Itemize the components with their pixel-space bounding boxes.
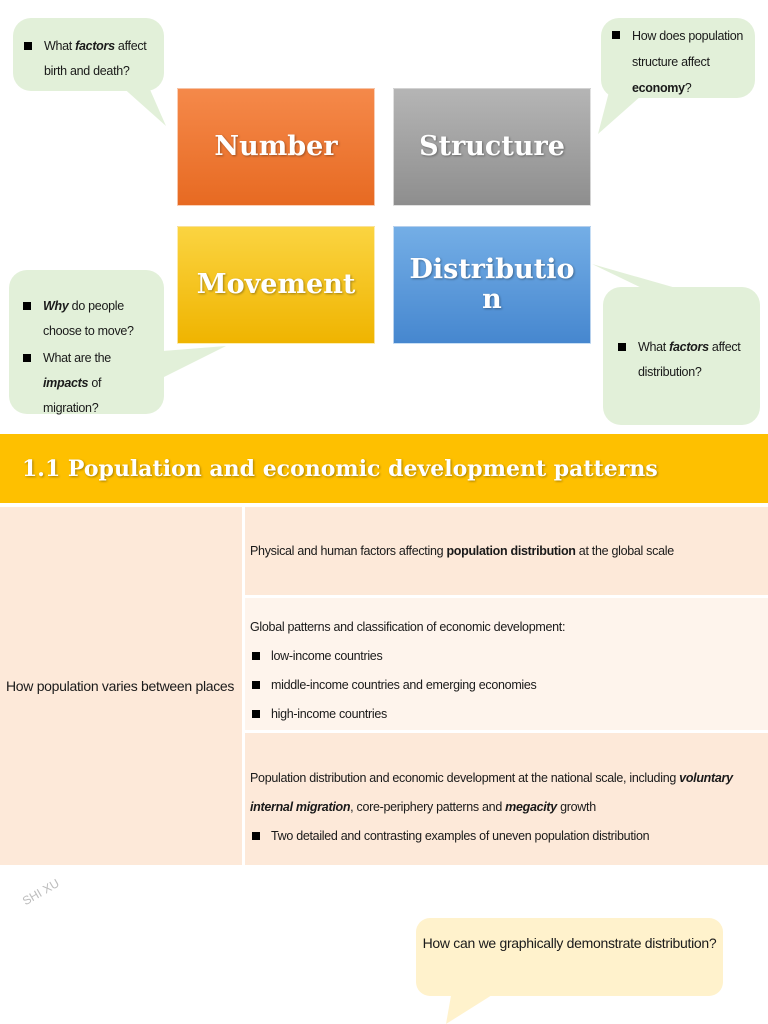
question-item: What are the impacts of migration? bbox=[23, 346, 158, 421]
list-item: high-income countries bbox=[250, 700, 768, 729]
table-row: Population distribution and economic development at the national scale, including voluntary internal migration, core-periphery patterns and megacity growth Two detailed and contrasting examples of uneven population distribution bbox=[245, 733, 768, 865]
row-intro: Global patterns and classification of economic development: bbox=[250, 620, 566, 634]
question-item: How does population structure affect economy? bbox=[612, 23, 747, 101]
question-bubble: How can we graphically demonstrate distribution? bbox=[416, 918, 723, 996]
section-heading: 1.1 Population and economic development patterns bbox=[22, 455, 658, 482]
structure-tile: Structure bbox=[393, 88, 591, 206]
movement-tile: Movement bbox=[177, 226, 375, 344]
question-item: What factors affect distribution? bbox=[618, 335, 752, 385]
watermark: SHI XU bbox=[20, 875, 62, 909]
distribution-tile: Distributio n bbox=[393, 226, 591, 344]
structure-question-bubble bbox=[601, 18, 755, 98]
section-heading-banner bbox=[0, 434, 768, 503]
list-item: Two detailed and contrasting examples of uneven population distribution bbox=[250, 822, 768, 851]
table-row bbox=[245, 598, 768, 730]
number-tile: Number bbox=[177, 88, 375, 206]
distribution-question-bubble bbox=[603, 287, 760, 425]
movement-question-bubble bbox=[9, 270, 164, 414]
topic-cell: How population varies between places bbox=[0, 507, 242, 865]
question-item: Why do people choose to move? bbox=[23, 294, 158, 344]
table-row: Physical and human factors affecting population distribution at the global scale bbox=[245, 507, 768, 595]
list-item: low-income countries bbox=[250, 642, 768, 671]
list-item: middle-income countries and emerging economies bbox=[250, 671, 768, 700]
syllabus-table bbox=[0, 507, 768, 865]
number-question-bubble bbox=[13, 18, 164, 91]
question-item: What factors affect birth and death? bbox=[24, 34, 164, 84]
